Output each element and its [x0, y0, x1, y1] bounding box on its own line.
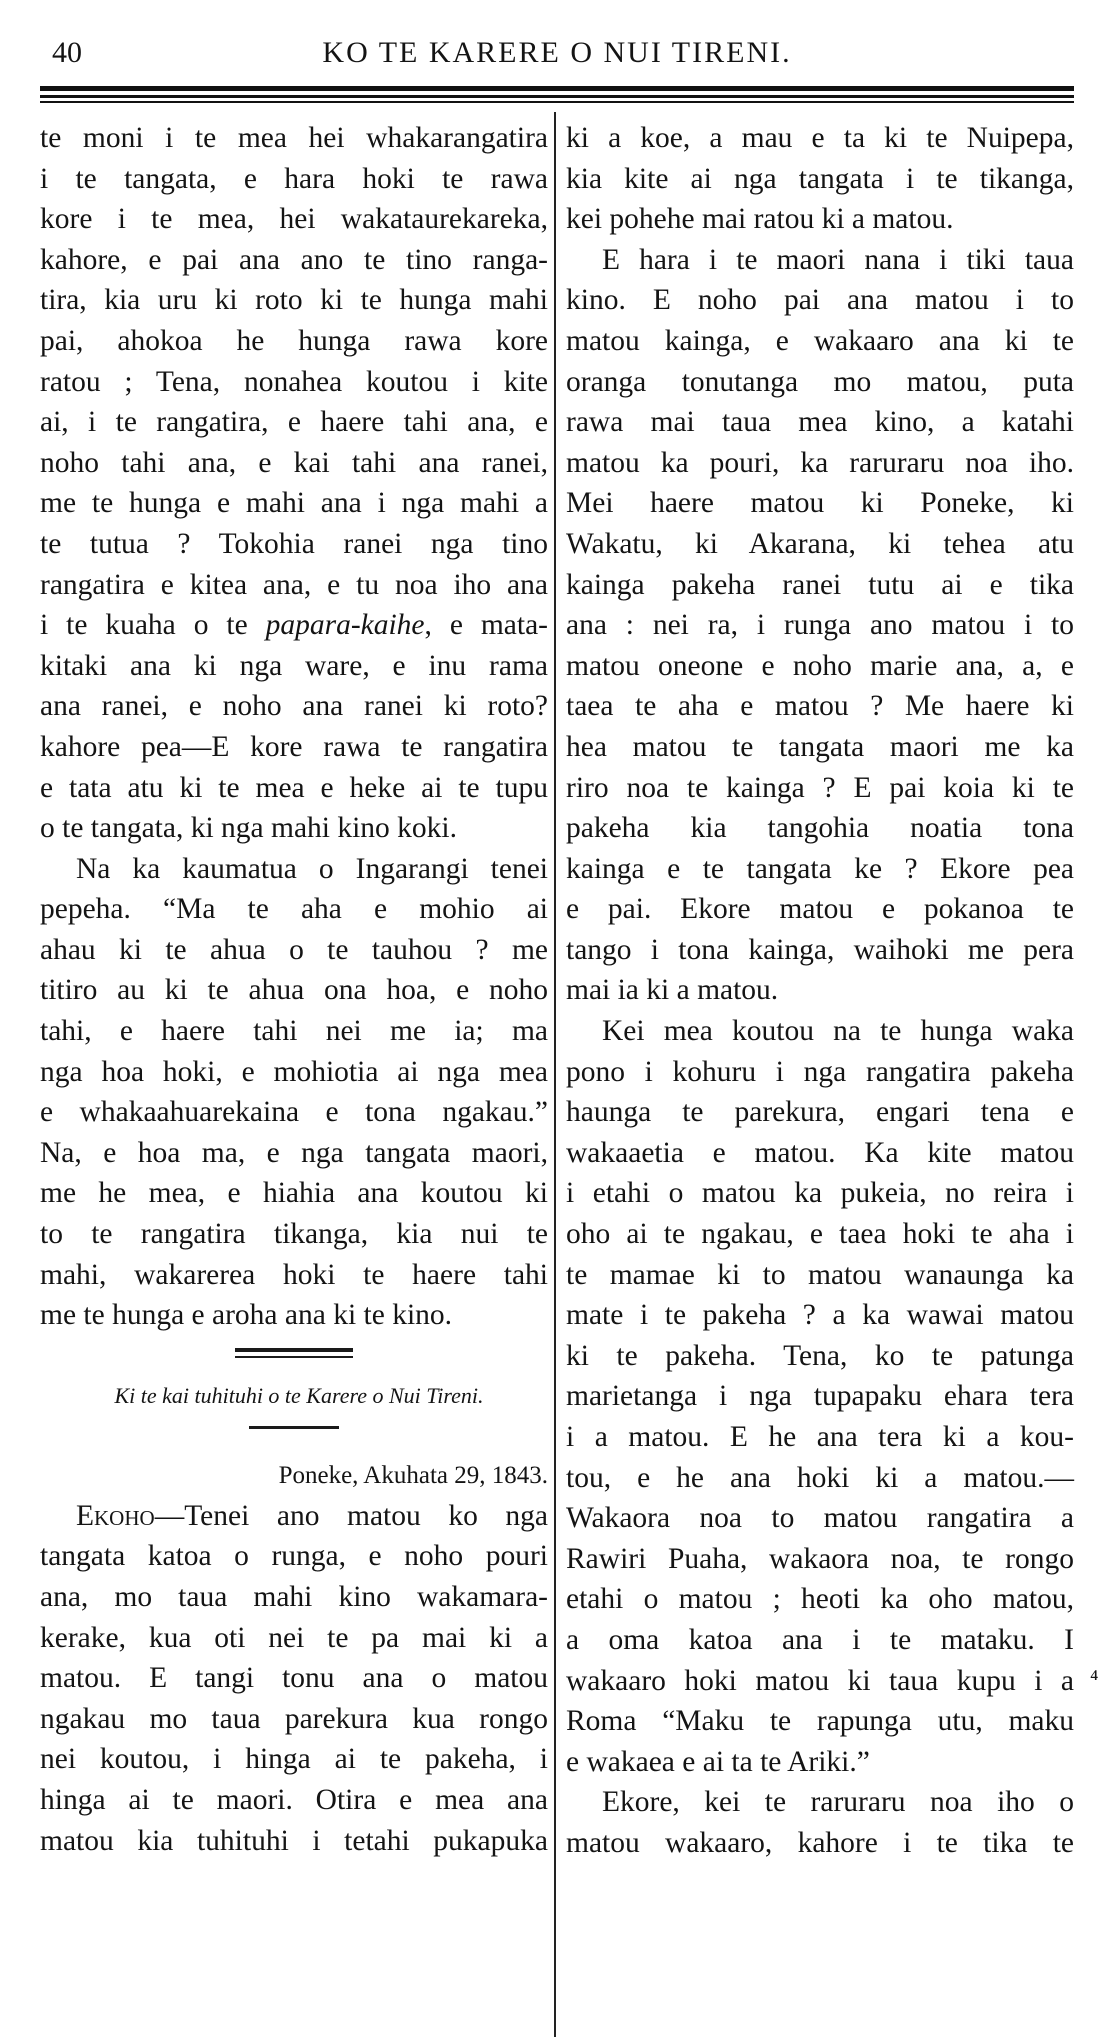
text-line: haunga te parekura, engari tena e: [566, 1096, 1074, 1129]
text-line: me te hunga e aroha ana ki te kino.: [40, 1299, 453, 1332]
section-separator: [40, 1336, 548, 1376]
text-line: ai, i te rangatira, e haere tahi ana, e: [40, 406, 548, 439]
text-line: ratou ; Tena, nonahea koutou i kite: [40, 365, 548, 398]
text-line: nga hoa hoki, e mohiotia ai nga mea: [40, 1055, 548, 1088]
text-line: tira, kia uru ki roto ki te hunga mahi: [40, 284, 548, 317]
header-rule: [40, 86, 1074, 91]
text-line: mate i te pakeha ? a ka wawai matou: [566, 1299, 1074, 1332]
text-line: matou wakaaro, kahore i te tika te: [566, 1826, 1074, 1859]
text-line: i te tangata, e hara hoki te rawa: [40, 162, 548, 195]
left-column: [40, 118, 548, 1861]
text-line: nei koutou, i hinga ai te pakeha, i: [40, 1743, 548, 1776]
text-line: i a matou. E he ana tera ki a kou-: [566, 1421, 1074, 1453]
text-line: ngakau mo taua parekura kua rongo: [40, 1702, 548, 1735]
text-line: wakaaetia e matou. Ka kite matou: [566, 1136, 1074, 1169]
text-line: Wakaora noa to matou rangatira a: [566, 1502, 1074, 1535]
text-line: me te hunga e mahi ana i nga mahi a: [40, 487, 548, 520]
text-line: pakeha kia tangohia noatia tona: [566, 812, 1074, 845]
text-line: matou ka pouri, ka raruraru noa iho.: [566, 446, 1074, 479]
text-line: etahi o matou ; heoti ka oho matou,: [566, 1583, 1074, 1616]
text-line: noho tahi ana, e kai tahi ana ranei,: [40, 446, 548, 479]
text-line: ki te pakeha. Tena, ko te patunga: [566, 1339, 1074, 1372]
text-fragment: i te kuaha o te: [40, 609, 266, 642]
text-fragment: , e mata-: [424, 609, 549, 642]
text-line: matou kainga, e wakaaro ana ki te: [566, 324, 1074, 357]
text-line: E hara i te maori nana i tiki taua: [602, 243, 1074, 276]
text-line: taea te aha e matou ? Me haere ki: [566, 690, 1074, 723]
right-column: [566, 118, 1074, 1864]
text-line: kitaki ana ki nga ware, e inu rama: [40, 649, 548, 682]
separator-rule: [235, 1348, 353, 1352]
text-line: kerake, kua oti nei te pa mai ki a: [40, 1621, 548, 1654]
text-line: Mei haere matou ki Poneke, ki: [566, 487, 1074, 520]
text-line: kore i te mea, hei wakataurekareka,: [40, 203, 548, 236]
text-line: a oma katoa ana i te mataku. I: [566, 1623, 1074, 1656]
text-line: kei pohehe mai ratou ki a matou.: [566, 203, 954, 236]
margin-mark: ⁴: [1090, 1666, 1099, 1692]
text-line: Wakatu, ki Akarana, ki tehea atu: [566, 527, 1074, 560]
text-line: o te tangata, ki nga mahi kino koki.: [40, 812, 458, 845]
text-line: ana : nei ra, i runga ano matou i to: [566, 609, 1074, 642]
letter-dateline: Poneke, Akuhata 29, 1843.: [278, 1461, 548, 1489]
text-line: te mamae ki to matou wanaunga ka: [566, 1258, 1074, 1291]
header-rule: [40, 101, 1074, 103]
text-line: e whakaahuarekaina e tona ngakau.”: [40, 1096, 548, 1129]
text-line: Rawiri Puaha, wakaora noa, te rongo: [566, 1542, 1074, 1575]
text-line: e pai. Ekore matou e pokanoa te: [566, 893, 1074, 926]
text-line: tahi, e haere tahi nei me ia; ma: [40, 1015, 548, 1048]
text-line: kahore, e pai ana ano te tino ranga-: [40, 243, 548, 276]
text-line: kia kite ai nga tangata i te tikanga,: [566, 162, 1074, 195]
separator-rule: [235, 1356, 353, 1358]
text-line: hea matou te tangata maori me ka: [566, 730, 1074, 763]
text-line: titiro au ki te ahua ona hoa, e noho: [40, 974, 548, 1007]
text-line: i etahi o matou ka pukeia, no reira i: [566, 1177, 1074, 1210]
letter-salutation: Ekoho: [76, 1499, 155, 1532]
page-header: [40, 28, 1074, 78]
text-line: to te rangatira tikanga, kia nui te: [40, 1218, 548, 1251]
column-divider: [554, 112, 556, 2037]
text-line: matou oneone e noho marie ana, a, e: [566, 649, 1074, 682]
text-line: ana ranei, e noho ana ranei ki roto?: [40, 690, 548, 723]
text-line: pono i kohuru i nga rangatira pakeha: [566, 1055, 1074, 1088]
text-line: me he mea, e hiahia ana koutou ki: [40, 1177, 548, 1210]
italic-term: papara-kaihe: [265, 609, 425, 642]
text-line: rawa mai taua mea kino, a katahi: [566, 406, 1074, 439]
text-line: Roma “Maku te rapunga utu, maku: [566, 1705, 1074, 1738]
text-line: e tata atu ki te mea e heke ai te tupu: [40, 771, 548, 804]
text-line: kahore pea—E kore rawa te rangatira: [40, 730, 548, 763]
text-line: wakaaro hoki matou ki taua kupu i a: [566, 1664, 1074, 1697]
text-line: matou. E tangi tonu ana o matou: [40, 1662, 548, 1695]
text-line: [40, 605, 548, 646]
header-rule: [40, 95, 1074, 98]
text-line: oho ai te ngakau, e taea hoki te aha i: [566, 1218, 1074, 1251]
text-line: tangata katoa o runga, e noho pouri: [40, 1540, 548, 1573]
text-line: tango i tona kainga, waihoki me pera: [566, 933, 1074, 966]
text-line: oranga tonutanga mo matou, puta: [566, 365, 1074, 398]
text-fragment: —Tenei ano matou ko nga: [154, 1499, 548, 1532]
text-line: kainga pakeha ranei tutu ai e tika: [566, 568, 1074, 601]
text-line: hinga ai te maori. Otira e mea ana: [40, 1783, 548, 1816]
page-number: 40: [52, 36, 82, 69]
letter-address: Ki te kai tuhituhi o te Karere o Nui Tireni.: [114, 1382, 484, 1408]
text-line: rangatira e kitea ana, e tu noa iho ana: [40, 568, 548, 601]
text-line: Kei mea koutou na te hunga waka: [602, 1015, 1074, 1048]
text-line: mai ia ki a matou.: [566, 974, 779, 1007]
separator-rule: [249, 1426, 339, 1429]
text-line: ana, mo taua mahi kino wakamara-: [40, 1581, 548, 1613]
text-line: Na ka kaumatua o Ingarangi tenei: [76, 852, 548, 885]
text-line: ahau ki te ahua o te tauhou ? me: [40, 933, 548, 966]
text-line: marietanga i nga tupapaku ehara tera: [566, 1380, 1074, 1413]
text-line: te moni i te mea hei whakarangatira: [40, 122, 548, 154]
text-line: Na, e hoa ma, e nga tangata maori,: [40, 1136, 548, 1169]
text-line: [40, 1496, 548, 1537]
text-line: e wakaea e ai ta te Ariki.”: [566, 1745, 870, 1778]
text-line: kino. E noho pai ana matou i to: [566, 284, 1074, 317]
text-line: kainga e te tangata ke ? Ekore pea: [566, 852, 1074, 885]
text-line: Ekore, kei te raruraru noa iho o: [602, 1786, 1074, 1819]
text-line: mahi, wakarerea hoki te haere tahi: [40, 1258, 548, 1291]
text-line: ki a koe, a mau e ta ki te Nuipepa,: [566, 122, 1074, 154]
text-line: pai, ahokoa he hunga rawa kore: [40, 324, 548, 357]
text-line: te tutua ? Tokohia ranei nga tino: [40, 527, 548, 560]
text-line: pepeha. “Ma te aha e mohio ai: [40, 893, 548, 926]
text-line: tou, e he ana hoki ki a matou.—: [566, 1461, 1074, 1494]
newspaper-title: KO TE KARERE O NUI TIRENI.: [322, 36, 792, 69]
text-line: riro noa te kainga ? E pai koia ki te: [566, 771, 1074, 804]
section-separator: [40, 1416, 548, 1456]
text-line: matou kia tuhituhi i tetahi pukapuka: [40, 1824, 548, 1857]
